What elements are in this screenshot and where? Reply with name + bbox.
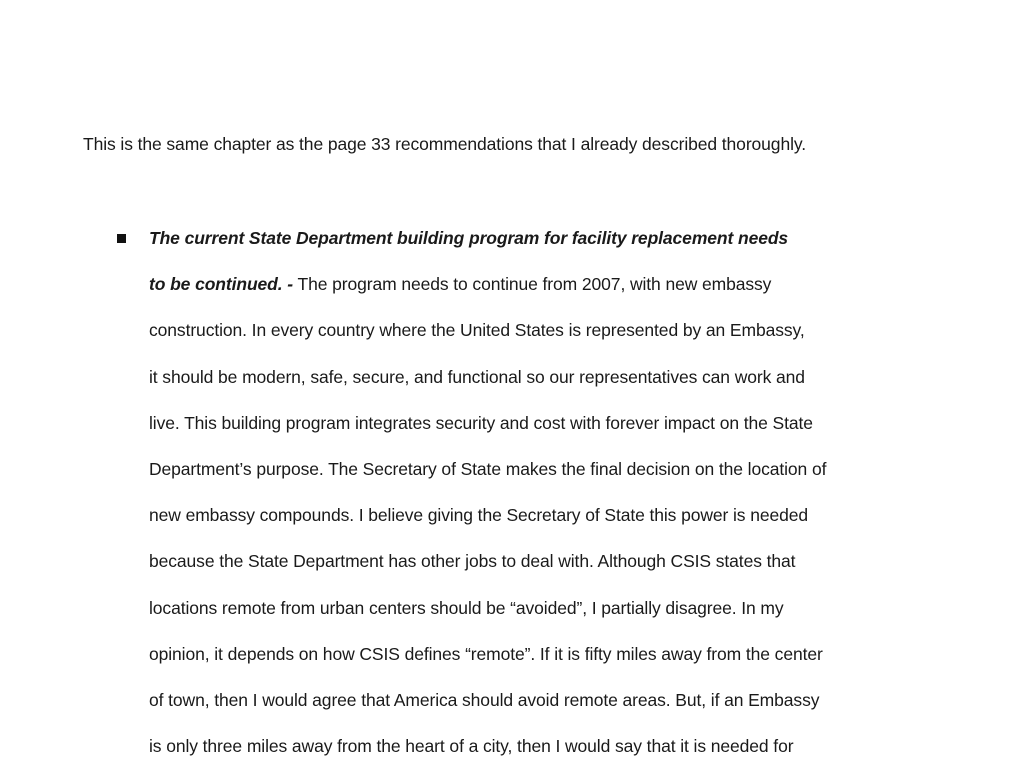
text-line: Department’s purpose. The Secretary of State makes the final decision on the location of: [149, 458, 827, 479]
text-line: is only three miles away from the heart of a city, then I would say that it is needed for: [149, 736, 794, 757]
text-line: [149, 271, 826, 317]
text-line: it should be modern, safe, secure, and functional so our representatives can work and: [149, 366, 805, 387]
text-line: of town, then I would agree that America should avoid remote areas. But, if an Embassy: [149, 689, 820, 710]
text-line: live. This building program integrates security and cost with forever impact on the State: [149, 412, 813, 433]
text-line: construction. In every country where the United States is represented by an Embassy,: [149, 320, 805, 341]
text-line: new embassy compounds. I believe giving the Secretary of State this power is needed: [149, 505, 809, 526]
body-text: The program needs to continue from 2007, with new embassy: [293, 274, 772, 295]
bullet-heading-end: to be continued. -: [149, 274, 294, 295]
bullet-text: [149, 225, 826, 779]
text-line: opinion, it depends on how CSIS defines “remote”. If it is fifty miles away from the center: [149, 643, 823, 664]
text-line: locations remote from urban centers should be “avoided”, I partially disagree. In my: [149, 597, 784, 618]
intro-paragraph: This is the same chapter as the page 33 recommendations that I already described thoroughly.: [83, 134, 806, 154]
square-bullet-icon: [117, 234, 126, 243]
text-line: because the State Department has other jobs to deal with. Although CSIS states that: [149, 551, 796, 572]
text-line: [149, 225, 826, 271]
bullet-heading: The current State Department building program for facility replacement needs: [149, 228, 789, 248]
